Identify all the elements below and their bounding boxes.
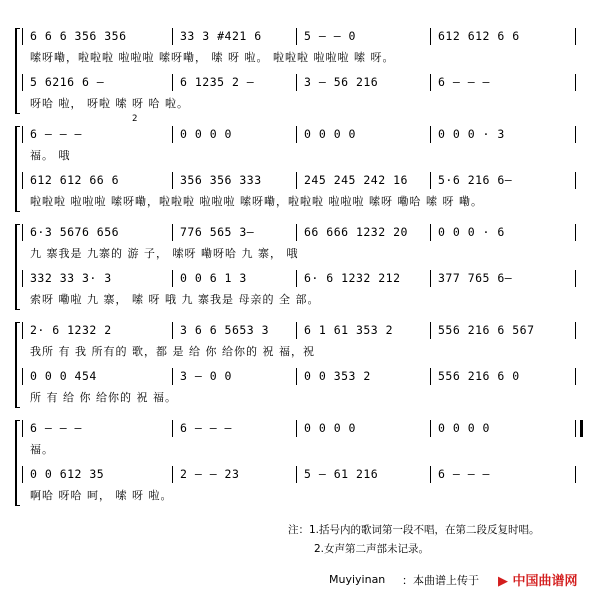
measure: 2 – – 23 — [180, 467, 240, 481]
barline — [430, 74, 431, 91]
barline — [172, 28, 173, 45]
barline — [22, 420, 23, 437]
measure: 612 612 6 6 — [438, 29, 520, 43]
barline — [430, 172, 431, 189]
logo-icon: ▶ — [498, 574, 508, 589]
measure: 6· 6 1232 212 — [304, 271, 401, 285]
measure: 0 0 6 1 3 — [180, 271, 247, 285]
notation-row — [0, 418, 604, 440]
lyrics-text: 福。 哦 — [30, 149, 71, 162]
barline — [172, 420, 173, 437]
lyrics-row — [0, 486, 604, 508]
lyrics-text: 嗦呀嘞，啦啦啦 啦啦啦 嗦呀嘞， 嗦 呀 啦。 啦啦啦 啦啦啦 嗦 呀。 — [30, 51, 395, 64]
measure: 6 – – – — [438, 75, 490, 89]
barline — [575, 322, 576, 339]
barline — [172, 224, 173, 241]
measure: 2· 6 1232 2 — [30, 323, 112, 337]
measure: 6 – – – — [30, 421, 82, 435]
measure: 332 33 3· 3 — [30, 271, 112, 285]
measure: 6 – – – — [30, 127, 82, 141]
barline — [575, 74, 576, 91]
measure: 6 6 6 356 356 — [30, 29, 127, 43]
barline — [430, 270, 431, 287]
barline — [22, 368, 23, 385]
measure: 377 765 6– — [438, 271, 513, 285]
measure: 0 0 612 35 — [30, 467, 105, 481]
measure: 6 1235 2 – — [180, 75, 255, 89]
barline — [296, 224, 297, 241]
barline — [430, 466, 431, 483]
lyrics-text: 啦啦啦 啦啦啦 嗦呀嘞，啦啦啦 啦啦啦 嗦呀嘞，啦啦啦 啦啦啦 嗦呀 嘞哈 嗦 呀 嘞。 — [30, 195, 483, 208]
lyrics-row — [0, 440, 604, 462]
lyrics-row — [0, 48, 604, 70]
notation-row — [0, 26, 604, 48]
volta-marker: 2 — [132, 114, 138, 124]
lyrics-text: 九 寨我是 九寨的 游 子， 嗦呀 嘞呀哈 九 寨， 哦 — [30, 247, 299, 260]
lyrics-row — [0, 290, 604, 312]
logo-text: 中国曲谱网 — [512, 574, 578, 589]
barline — [575, 28, 576, 45]
measure: 0 0 0 0 — [304, 127, 356, 141]
measure: 5·6 216 6– — [438, 173, 513, 187]
measure: 3 – 56 216 — [304, 75, 379, 89]
barline — [172, 466, 173, 483]
notation-row — [0, 222, 604, 244]
uploader-name: Muyiyinan — [329, 573, 386, 586]
measure: 6 – – – — [180, 421, 232, 435]
measure: 5 – – 0 — [304, 29, 356, 43]
measure: 0 0 0 0 — [438, 421, 490, 435]
measure: 0 0 0 454 — [30, 369, 97, 383]
barline — [430, 126, 431, 143]
measure: 245 245 242 16 — [304, 173, 408, 187]
barline — [430, 420, 431, 437]
measure: 0 0 0 0 — [304, 421, 356, 435]
notation-row — [0, 464, 604, 486]
notation-row — [0, 170, 604, 192]
measure: 5 – 61 216 — [304, 467, 379, 481]
measure: 356 356 333 — [180, 173, 262, 187]
lyrics-text: 啊哈 呀哈 呵， 嗦 呀 啦。 — [30, 489, 173, 502]
measure: 5 6216 6 – — [30, 75, 105, 89]
measure: 612 612 66 6 — [30, 173, 120, 187]
barline — [575, 126, 576, 143]
barline — [575, 224, 576, 241]
measure: 3 6 6 5653 3 — [180, 323, 270, 337]
notation-row — [0, 72, 604, 94]
measure: 6 – – – — [438, 467, 490, 481]
measure: 0 0 353 2 — [304, 369, 371, 383]
barline — [22, 466, 23, 483]
lyrics-row — [0, 192, 604, 214]
barline — [22, 28, 23, 45]
measure: 556 216 6 567 — [438, 323, 535, 337]
barline — [296, 270, 297, 287]
footnote-2: 2.女声第二声部未记录。 — [314, 543, 430, 555]
barline — [575, 368, 576, 385]
measure: 556 216 6 0 — [438, 369, 520, 383]
barline — [22, 74, 23, 91]
measure: 6·3 5676 656 — [30, 225, 120, 239]
barline — [172, 270, 173, 287]
final-barline — [575, 420, 580, 437]
barline — [575, 466, 576, 483]
measure: 0 0 0 0 — [180, 127, 232, 141]
measure: 66 666 1232 20 — [304, 225, 408, 239]
lyrics-text: 我所 有 我 所有的 歌，都 是 给 你 给你的 祝 福，祝 — [30, 345, 315, 358]
barline — [430, 28, 431, 45]
measure: 6 1 61 353 2 — [304, 323, 394, 337]
measure: 3 – 0 0 — [180, 369, 232, 383]
barline — [22, 322, 23, 339]
notation-row — [0, 268, 604, 290]
barline — [296, 420, 297, 437]
barline — [296, 172, 297, 189]
barline — [172, 172, 173, 189]
footnote-1: 注：1.括号内的歌词第一段不唱，在第二段反复时唱。 — [288, 524, 540, 536]
barline — [296, 126, 297, 143]
lyrics-row — [0, 146, 604, 168]
measure: 0 0 0 · 3 — [438, 127, 505, 141]
barline — [430, 224, 431, 241]
lyrics-text: 呀哈 啦， 呀啦 嗦 呀 哈 啦。 — [30, 97, 189, 110]
site-logo — [498, 570, 578, 589]
barline — [22, 224, 23, 241]
lyrics-text: 福。 — [30, 443, 54, 456]
notation-row — [0, 124, 604, 146]
barline — [575, 270, 576, 287]
barline — [172, 126, 173, 143]
measure: 33 3 #421 6 — [180, 29, 262, 43]
barline — [575, 172, 576, 189]
notation-row — [0, 320, 604, 342]
measure: 0 0 0 · 6 — [438, 225, 505, 239]
lyrics-text: 所 有 给 你 给你的 祝 福。 — [30, 391, 177, 404]
barline — [172, 74, 173, 91]
barline — [296, 74, 297, 91]
notation-row — [0, 366, 604, 388]
barline — [296, 28, 297, 45]
barline — [296, 466, 297, 483]
barline — [172, 322, 173, 339]
barline — [22, 172, 23, 189]
barline — [430, 322, 431, 339]
measure: 776 565 3– — [180, 225, 255, 239]
lyrics-row — [0, 94, 604, 116]
barline — [296, 322, 297, 339]
barline — [296, 368, 297, 385]
barline — [22, 270, 23, 287]
lyrics-row — [0, 244, 604, 266]
lyrics-row — [0, 388, 604, 410]
lyrics-text: 索呀 嘞啦 九 寨， 嗦 呀 哦 九 寨我是 母亲的 全 部。 — [30, 293, 320, 306]
upload-text: ：本曲谱上传于 — [402, 574, 479, 587]
lyrics-row — [0, 342, 604, 364]
barline — [22, 126, 23, 143]
barline — [172, 368, 173, 385]
barline — [430, 368, 431, 385]
